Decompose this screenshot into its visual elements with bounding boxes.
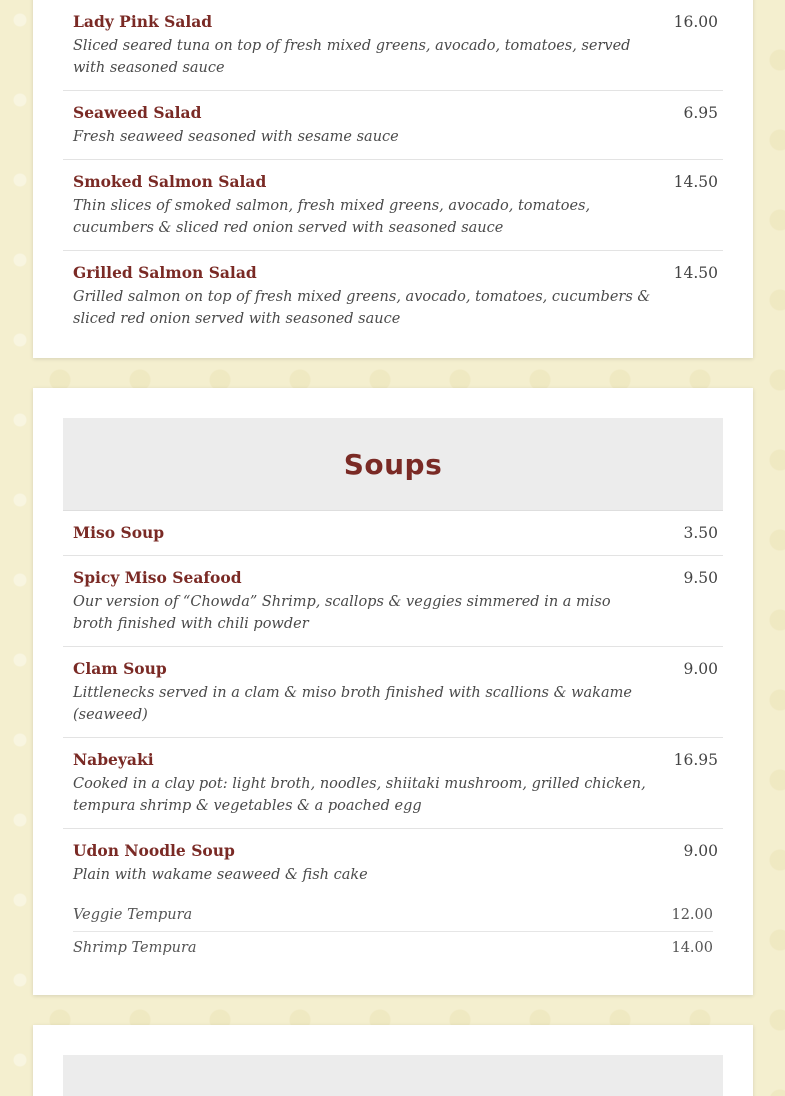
item-description: Littlenecks served in a clam & miso broth finished with scallions & wakame (seaweed) [73,685,632,723]
item-name: Spicy Miso Seafood [73,568,242,587]
item-price: 16.00 [673,13,718,31]
addon-item [73,899,713,932]
item-name: Grilled Salmon Salad [73,263,257,282]
item-price: 14.50 [673,264,718,282]
addon-name: Veggie Tempura [73,907,193,923]
item-name: Lady Pink Salad [73,12,213,31]
item-description: Fresh seaweed seasoned with sesame sauce [73,129,399,145]
item-name: Nabeyaki [73,750,154,769]
menu-item [63,647,723,738]
item-price: 9.00 [683,660,718,678]
item-price: 16.95 [673,751,718,769]
menu-item [63,556,723,647]
menu-item [63,0,723,91]
menu-item [63,91,723,160]
next-section [33,1025,753,1096]
soups-section [33,388,753,995]
item-price: 6.95 [683,104,718,122]
addon-list [63,897,723,964]
section-header [63,418,723,511]
item-price: 9.00 [683,842,718,860]
menu-item [63,829,723,897]
item-description: Thin slices of smoked salmon, fresh mixed greens, avocado, tomatoes, cucumbers & sliced red onion served with seasoned sauce [73,198,591,236]
item-description: Our version of “Chowda” Shrimp, scallops & veggies simmered in a miso broth finished with chili powder [73,594,611,632]
item-price: 3.50 [683,524,718,542]
item-description: Grilled salmon on top of fresh mixed greens, avocado, tomatoes, cucumbers & sliced red onion served with seasoned sauce [73,289,651,327]
item-price: 9.50 [683,569,718,587]
item-name: Clam Soup [73,659,167,678]
section-title: Soups [343,447,443,481]
menu-item [63,511,723,556]
item-name: Miso Soup [73,523,165,542]
item-name: Udon Noodle Soup [73,841,235,860]
item-name: Seaweed Salad [73,103,202,122]
addon-item [73,932,713,964]
menu-item [63,738,723,829]
item-description: Plain with wakame seaweed & fish cake [73,867,368,883]
addon-price: 12.00 [671,907,713,923]
addon-name: Shrimp Tempura [73,940,197,956]
item-description: Cooked in a clay pot: light broth, noodles, shiitaki mushroom, grilled chicken, tempura shrimp & vegetables & a poached egg [73,776,646,814]
section-header [63,1055,723,1096]
addon-price: 14.00 [671,940,713,956]
item-price: 14.50 [673,173,718,191]
menu-item [63,251,723,341]
item-description: Sliced seared tuna on top of fresh mixed greens, avocado, tomatoes, served with seasoned sauce [73,38,631,76]
item-name: Smoked Salmon Salad [73,172,267,191]
salads-section [33,0,753,358]
menu-item [63,160,723,251]
